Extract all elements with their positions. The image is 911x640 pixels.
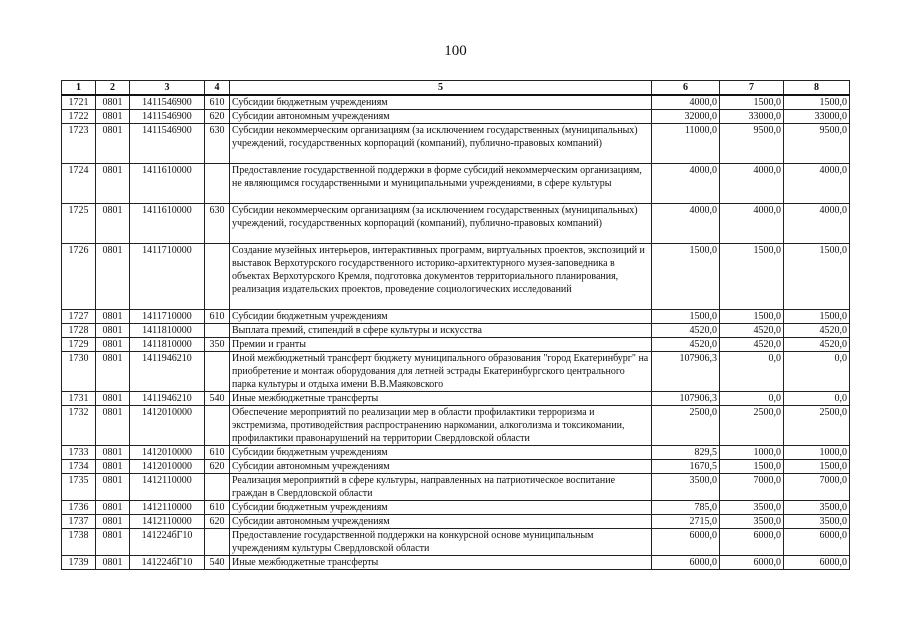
row-number-cell: 1729 [62,338,96,352]
item-name-cell: Создание музейных интерьеров, интерактивных программ, виртуальных проектов, экспозиций и выставок Верхотурского государственного историко-архитектурного музея-заповедника в объектах Верхотурского Кремля, подготовка документов территориального планирования, реализация издательских проектов, проведение социологических исследований [230,244,652,310]
column-header: 7 [720,81,784,96]
table-row [62,446,850,460]
amount-col7-cell: 1500,0 [720,460,784,474]
expense-type-cell: 540 [205,556,230,570]
column-header: 1 [62,81,96,96]
amount-col8-cell: 4520,0 [784,338,850,352]
target-code-cell: 1411946210 [130,352,205,392]
table-row [62,501,850,515]
table-row [62,556,850,570]
amount-col7-cell: 4000,0 [720,204,784,244]
amount-col8-cell: 1500,0 [784,310,850,324]
amount-col7-cell: 6000,0 [720,529,784,556]
row-number-cell: 1725 [62,204,96,244]
section-code-cell: 0801 [96,406,130,446]
target-code-cell: 1411946210 [130,392,205,406]
expense-type-cell [205,324,230,338]
target-code-cell: 1412110000 [130,474,205,501]
table-row [62,515,850,529]
amount-col7-cell: 1500,0 [720,244,784,310]
section-code-cell: 0801 [96,204,130,244]
amount-col6-cell: 107906,3 [652,392,720,406]
amount-col8-cell: 9500,0 [784,124,850,164]
row-number-cell: 1724 [62,164,96,204]
amount-col8-cell: 3500,0 [784,501,850,515]
amount-col7-cell: 1000,0 [720,446,784,460]
amount-col6-cell: 4000,0 [652,95,720,110]
target-code-cell: 1411610000 [130,164,205,204]
table-row [62,110,850,124]
item-name-cell: Предоставление государственной поддержки в форме субсидий некоммерческим организациям, не являющимся государственными и муниципальными учреждениями, в сфере культуры [230,164,652,204]
row-number-cell: 1738 [62,529,96,556]
amount-col8-cell: 2500,0 [784,406,850,446]
expense-type-cell: 350 [205,338,230,352]
section-code-cell: 0801 [96,164,130,204]
item-name-cell: Субсидии некоммерческим организациям (за исключением государственных (муниципальных) учреждений, государственных корпораций (компаний), публично-правовых компаний) [230,204,652,244]
section-code-cell: 0801 [96,95,130,110]
target-code-cell: 141224бГ10 [130,529,205,556]
amount-col7-cell: 7000,0 [720,474,784,501]
amount-col6-cell: 1500,0 [652,310,720,324]
amount-col6-cell: 3500,0 [652,474,720,501]
target-code-cell: 1411710000 [130,310,205,324]
amount-col7-cell: 4000,0 [720,164,784,204]
item-name-cell: Субсидии бюджетным учреждениям [230,446,652,460]
amount-col7-cell: 6000,0 [720,556,784,570]
column-header: 4 [205,81,230,96]
expense-type-cell [205,164,230,204]
amount-col7-cell: 1500,0 [720,95,784,110]
amount-col7-cell: 4520,0 [720,338,784,352]
expense-type-cell: 610 [205,501,230,515]
row-number-cell: 1731 [62,392,96,406]
amount-col8-cell: 1500,0 [784,244,850,310]
page-number: 100 [444,43,467,59]
target-code-cell: 1412110000 [130,501,205,515]
item-name-cell: Субсидии бюджетным учреждениям [230,501,652,515]
amount-col6-cell: 2715,0 [652,515,720,529]
row-number-cell: 1723 [62,124,96,164]
target-code-cell: 1411546900 [130,124,205,164]
row-number-cell: 1732 [62,406,96,446]
item-name-cell: Субсидии автономным учреждениям [230,515,652,529]
table-row [62,95,850,110]
table-row [62,324,850,338]
target-code-cell: 1412010000 [130,446,205,460]
row-number-cell: 1734 [62,460,96,474]
item-name-cell: Иной межбюджетный трансферт бюджету муниципального образования "город Екатеринбург" на приобретение и монтаж оборудования для летней эстрады Екатеринбургского центрального парка культуры и отдыха имени В.В.Маяковского [230,352,652,392]
section-code-cell: 0801 [96,474,130,501]
amount-col6-cell: 6000,0 [652,556,720,570]
amount-col8-cell: 4520,0 [784,324,850,338]
table-row [62,460,850,474]
target-code-cell: 1412010000 [130,460,205,474]
expense-type-cell: 630 [205,204,230,244]
amount-col6-cell: 4520,0 [652,324,720,338]
amount-col7-cell: 33000,0 [720,110,784,124]
section-code-cell: 0801 [96,244,130,310]
table-row [62,406,850,446]
section-code-cell: 0801 [96,392,130,406]
item-name-cell: Субсидии бюджетным учреждениям [230,310,652,324]
amount-col6-cell: 6000,0 [652,529,720,556]
amount-col7-cell: 3500,0 [720,501,784,515]
expense-type-cell: 610 [205,446,230,460]
amount-col7-cell: 2500,0 [720,406,784,446]
row-number-cell: 1733 [62,446,96,460]
amount-col6-cell: 829,5 [652,446,720,460]
item-name-cell: Обеспечение мероприятий по реализации мер в области профилактики терроризма и экстремизма, противодействия распространению наркомании, алкоголизма и токсикомании, профилактики правонарушений на территории Свердловской области [230,406,652,446]
amount-col8-cell: 1500,0 [784,460,850,474]
target-code-cell: 1411710000 [130,244,205,310]
expense-type-cell: 620 [205,110,230,124]
expense-type-cell: 540 [205,392,230,406]
item-name-cell: Субсидии автономным учреждениям [230,460,652,474]
section-code-cell: 0801 [96,310,130,324]
item-name-cell: Премии и гранты [230,338,652,352]
row-number-cell: 1730 [62,352,96,392]
row-number-cell: 1735 [62,474,96,501]
amount-col6-cell: 32000,0 [652,110,720,124]
expense-type-cell: 630 [205,124,230,164]
amount-col8-cell: 0,0 [784,392,850,406]
item-name-cell: Реализация мероприятий в сфере культуры, направленных на патриотическое воспитание граждан в Свердловской области [230,474,652,501]
column-header: 6 [652,81,720,96]
target-code-cell: 1411810000 [130,338,205,352]
budget-table [61,80,850,570]
section-code-cell: 0801 [96,501,130,515]
row-number-cell: 1727 [62,310,96,324]
amount-col6-cell: 107906,3 [652,352,720,392]
expense-type-cell: 620 [205,460,230,474]
target-code-cell: 1411546900 [130,110,205,124]
table-row [62,164,850,204]
expense-type-cell [205,244,230,310]
table-row [62,529,850,556]
expense-type-cell [205,474,230,501]
amount-col8-cell: 33000,0 [784,110,850,124]
section-code-cell: 0801 [96,446,130,460]
amount-col8-cell: 4000,0 [784,164,850,204]
row-number-cell: 1722 [62,110,96,124]
row-number-cell: 1736 [62,501,96,515]
row-number-cell: 1737 [62,515,96,529]
amount-col7-cell: 3500,0 [720,515,784,529]
amount-col7-cell: 0,0 [720,392,784,406]
target-code-cell: 1412110000 [130,515,205,529]
amount-col8-cell: 3500,0 [784,515,850,529]
amount-col6-cell: 785,0 [652,501,720,515]
table-row [62,124,850,164]
row-number-cell: 1721 [62,95,96,110]
row-number-cell: 1726 [62,244,96,310]
section-code-cell: 0801 [96,324,130,338]
item-name-cell: Иные межбюджетные трансферты [230,392,652,406]
table-row [62,474,850,501]
section-code-cell: 0801 [96,338,130,352]
section-code-cell: 0801 [96,556,130,570]
amount-col6-cell: 11000,0 [652,124,720,164]
item-name-cell: Субсидии некоммерческим организациям (за исключением государственных (муниципальных) учреждений, государственных корпораций (компаний), публично-правовых компаний) [230,124,652,164]
table-row [62,352,850,392]
amount-col7-cell: 0,0 [720,352,784,392]
column-header: 8 [784,81,850,96]
target-code-cell: 141224бГ10 [130,556,205,570]
table-row [62,310,850,324]
amount-col7-cell: 1500,0 [720,310,784,324]
section-code-cell: 0801 [96,110,130,124]
amount-col6-cell: 4000,0 [652,204,720,244]
table-row [62,244,850,310]
target-code-cell: 1412010000 [130,406,205,446]
item-name-cell: Предоставление государственной поддержки на конкурсной основе муниципальным учреждениям культуры Свердловской области [230,529,652,556]
column-header: 3 [130,81,205,96]
amount-col8-cell: 1000,0 [784,446,850,460]
item-name-cell: Субсидии бюджетным учреждениям [230,95,652,110]
amount-col6-cell: 1670,5 [652,460,720,474]
item-name-cell: Иные межбюджетные трансферты [230,556,652,570]
table-row [62,392,850,406]
expense-type-cell: 620 [205,515,230,529]
column-header: 5 [230,81,652,96]
table-row [62,338,850,352]
section-code-cell: 0801 [96,515,130,529]
target-code-cell: 1411810000 [130,324,205,338]
expense-type-cell: 610 [205,95,230,110]
amount-col6-cell: 2500,0 [652,406,720,446]
amount-col8-cell: 0,0 [784,352,850,392]
expense-type-cell [205,529,230,556]
amount-col8-cell: 6000,0 [784,529,850,556]
expense-type-cell [205,406,230,446]
amount-col8-cell: 4000,0 [784,204,850,244]
amount-col8-cell: 1500,0 [784,95,850,110]
section-code-cell: 0801 [96,124,130,164]
amount-col8-cell: 6000,0 [784,556,850,570]
table-header-row [62,81,850,96]
amount-col7-cell: 9500,0 [720,124,784,164]
row-number-cell: 1728 [62,324,96,338]
target-code-cell: 1411610000 [130,204,205,244]
amount-col7-cell: 4520,0 [720,324,784,338]
target-code-cell: 1411546900 [130,95,205,110]
section-code-cell: 0801 [96,460,130,474]
row-number-cell: 1739 [62,556,96,570]
amount-col6-cell: 1500,0 [652,244,720,310]
expense-type-cell [205,352,230,392]
table-body [62,95,850,570]
section-code-cell: 0801 [96,352,130,392]
amount-col8-cell: 7000,0 [784,474,850,501]
expense-type-cell: 610 [205,310,230,324]
column-header: 2 [96,81,130,96]
amount-col6-cell: 4520,0 [652,338,720,352]
item-name-cell: Выплата премий, стипендий в сфере культуры и искусства [230,324,652,338]
amount-col6-cell: 4000,0 [652,164,720,204]
item-name-cell: Субсидии автономным учреждениям [230,110,652,124]
section-code-cell: 0801 [96,529,130,556]
table-row [62,204,850,244]
